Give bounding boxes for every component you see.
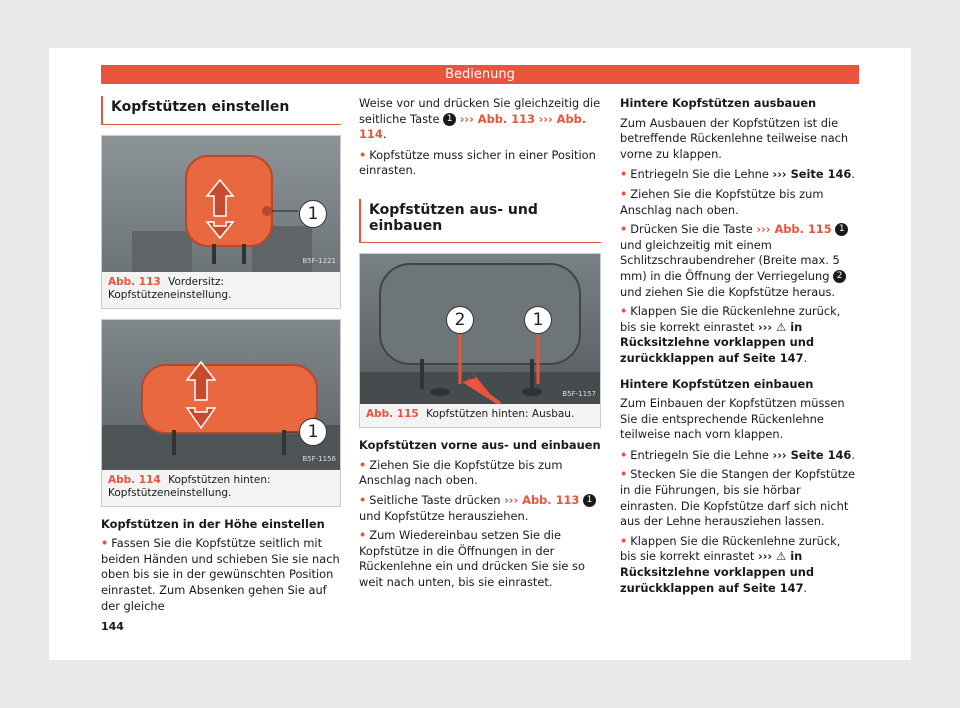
figure-code: B5F-1156 (302, 455, 336, 463)
list-item: • Kopfstütze muss sicher in einer Position einrasten. (359, 147, 596, 178)
figure-114-caption (102, 470, 340, 506)
subheading: Kopfstützen vorne aus- und einbauen (359, 438, 601, 453)
headrest-rod (242, 244, 246, 264)
headrest-shape (186, 156, 272, 246)
list-item: • Klappen Sie die Rückenlehne zurück, bis sie korrekt einrastet ››› ⚠ in Rücksitzlehne vorklappen und zurückklappen auf Seite 147. (620, 304, 841, 365)
headrest-rod (212, 244, 216, 264)
subheading: Hintere Kopfstützen einbauen (620, 376, 814, 391)
marker-1: 1 (299, 418, 327, 446)
headrest-rod (420, 359, 424, 389)
marker-2-inline: 2 (833, 270, 846, 283)
reference-link[interactable]: ››› ⚠ in Rücksitzlehne vorklappen und zurückklappen auf Seite 147 (620, 549, 815, 595)
section-title: Kopfstützen einstellen (101, 96, 341, 125)
figure-114 (101, 319, 341, 507)
paragraph: Weise vor und drücken Sie gleichzeitig die seitliche Taste 1 ››› Abb. 113 ››› Abb. 114. (359, 96, 601, 142)
figure-label: Abb. 113 (108, 275, 161, 288)
paragraph: Zum Ausbauen der Kopfstützen ist die betreffende Rückenlehne teilweise nach vorne zu klappen. (620, 115, 849, 161)
header-bar: Bedienung (101, 65, 859, 84)
caption-text: Kopfstützen hinten: Ausbau. (426, 408, 575, 421)
figure-113 (101, 135, 341, 309)
column-3 (620, 96, 860, 600)
figure-code: B5F-1157 (562, 389, 596, 398)
marker-1: 1 (299, 200, 327, 228)
figure-code: B5F-1221 (302, 257, 336, 265)
marker-1-inline: 1 (835, 223, 848, 236)
reference-link[interactable]: ››› Abb. 115 (756, 222, 832, 237)
list-item: • Ziehen Sie die Kopfstütze bis zum Anschlag nach oben. (359, 457, 563, 488)
figure-label: Abb. 114 (108, 473, 161, 486)
paragraph: Zum Einbauen der Kopfstützen müssen Sie die entsprechende Rückenlehne teilweise nach vorn klappen. (620, 396, 845, 442)
rear-seat-headrest-illustration (102, 320, 340, 470)
column-1 (101, 96, 341, 618)
subheading: Hintere Kopfstützen ausbauen (620, 96, 817, 110)
marker-2: 2 (446, 306, 474, 334)
list-item: • Entriegeln Sie die Lehne ››› Seite 146. (620, 167, 855, 182)
rear-headrest-removal-illustration (360, 254, 600, 404)
release-button-shape (262, 206, 272, 216)
figure-115 (359, 253, 601, 428)
reference-link[interactable]: ››› Seite 146 (772, 447, 852, 462)
marker-1-inline: 1 (443, 113, 456, 126)
list-item: • Zum Wiedereinbau setzen Sie die Kopfstütze in die Öffnungen in der Rückenlehne ein und drücken Sie sie so weit nach unten, bis sie einrastet. (359, 528, 585, 589)
reference-link[interactable]: ››› Abb. 113 (459, 111, 535, 126)
list-item: • Klappen Sie die Rückenlehne zurück, bis sie korrekt einrastet ››› ⚠ in Rücksitzlehne vorklappen und zurückklappen auf Seite 147. (620, 533, 841, 595)
headrest-rod (282, 430, 286, 455)
headrest-rod (172, 430, 176, 455)
seat-back-left-shape (132, 231, 192, 272)
figure-115-caption (360, 404, 600, 427)
figure-label: Abb. 115 (366, 408, 419, 421)
list-item: • Fassen Sie die Kopfstütze seitlich mit beiden Händen und schieben Sie sie nach oben bis sie in der gewünschten Position einrastet. Zum Absenken gehen Sie auf der gleiche (101, 536, 340, 613)
list-item: • Seitliche Taste drücken ››› Abb. 113 1 und Kopfstütze herausziehen. (359, 493, 601, 524)
list-item: • Entriegeln Sie die Lehne ››› Seite 146. (620, 447, 855, 462)
section-title: Kopfstützen aus- und einbauen (359, 199, 601, 243)
reference-link[interactable]: ››› Seite 146 (772, 167, 852, 182)
list-item: • Stecken Sie die Stangen der Kopfstütze in die Führungen, bis sie hörbar einrasten. Die Kopfstütze darf sich nicht aus der Lehne herausziehen lassen. (620, 467, 856, 529)
marker-1-inline: 1 (583, 494, 596, 507)
list-item: • Drücken Sie die Taste ››› Abb. 115 1 und gleichzeitig mit einem Schlitzschraubendreher (Breite max. 5 mm) in die Öffnung der Verriegelung 2 und ziehen Sie die Kopfstütze heraus. (620, 222, 860, 300)
list-item: • Ziehen Sie die Kopfstütze bis zum Anschlag nach oben. (620, 186, 824, 217)
figure-113-image (102, 136, 340, 272)
figure-113-caption (102, 272, 340, 308)
figure-115-image (360, 254, 600, 404)
caption-text: Kopfstützen hinten: Kopfstützeneinstellung. (108, 473, 271, 499)
reference-link[interactable]: ››› Abb. 114 (359, 111, 587, 142)
marker-1: 1 (524, 306, 552, 334)
headrest-rod (530, 359, 534, 389)
caption-text: Vordersitz: Kopfstützeneinstellung. (108, 275, 232, 301)
headrest-shape (142, 365, 317, 433)
reference-link[interactable]: ››› Abb. 113 (504, 492, 580, 507)
subheading: Kopfstützen in der Höhe einstellen (101, 516, 325, 531)
column-2 (359, 96, 601, 595)
page-number: 144 (101, 620, 124, 633)
reference-link[interactable]: ››› ⚠ in Rücksitzlehne vorklappen und zurückklappen auf Seite 147 (620, 319, 815, 365)
figure-114-image (102, 320, 340, 470)
